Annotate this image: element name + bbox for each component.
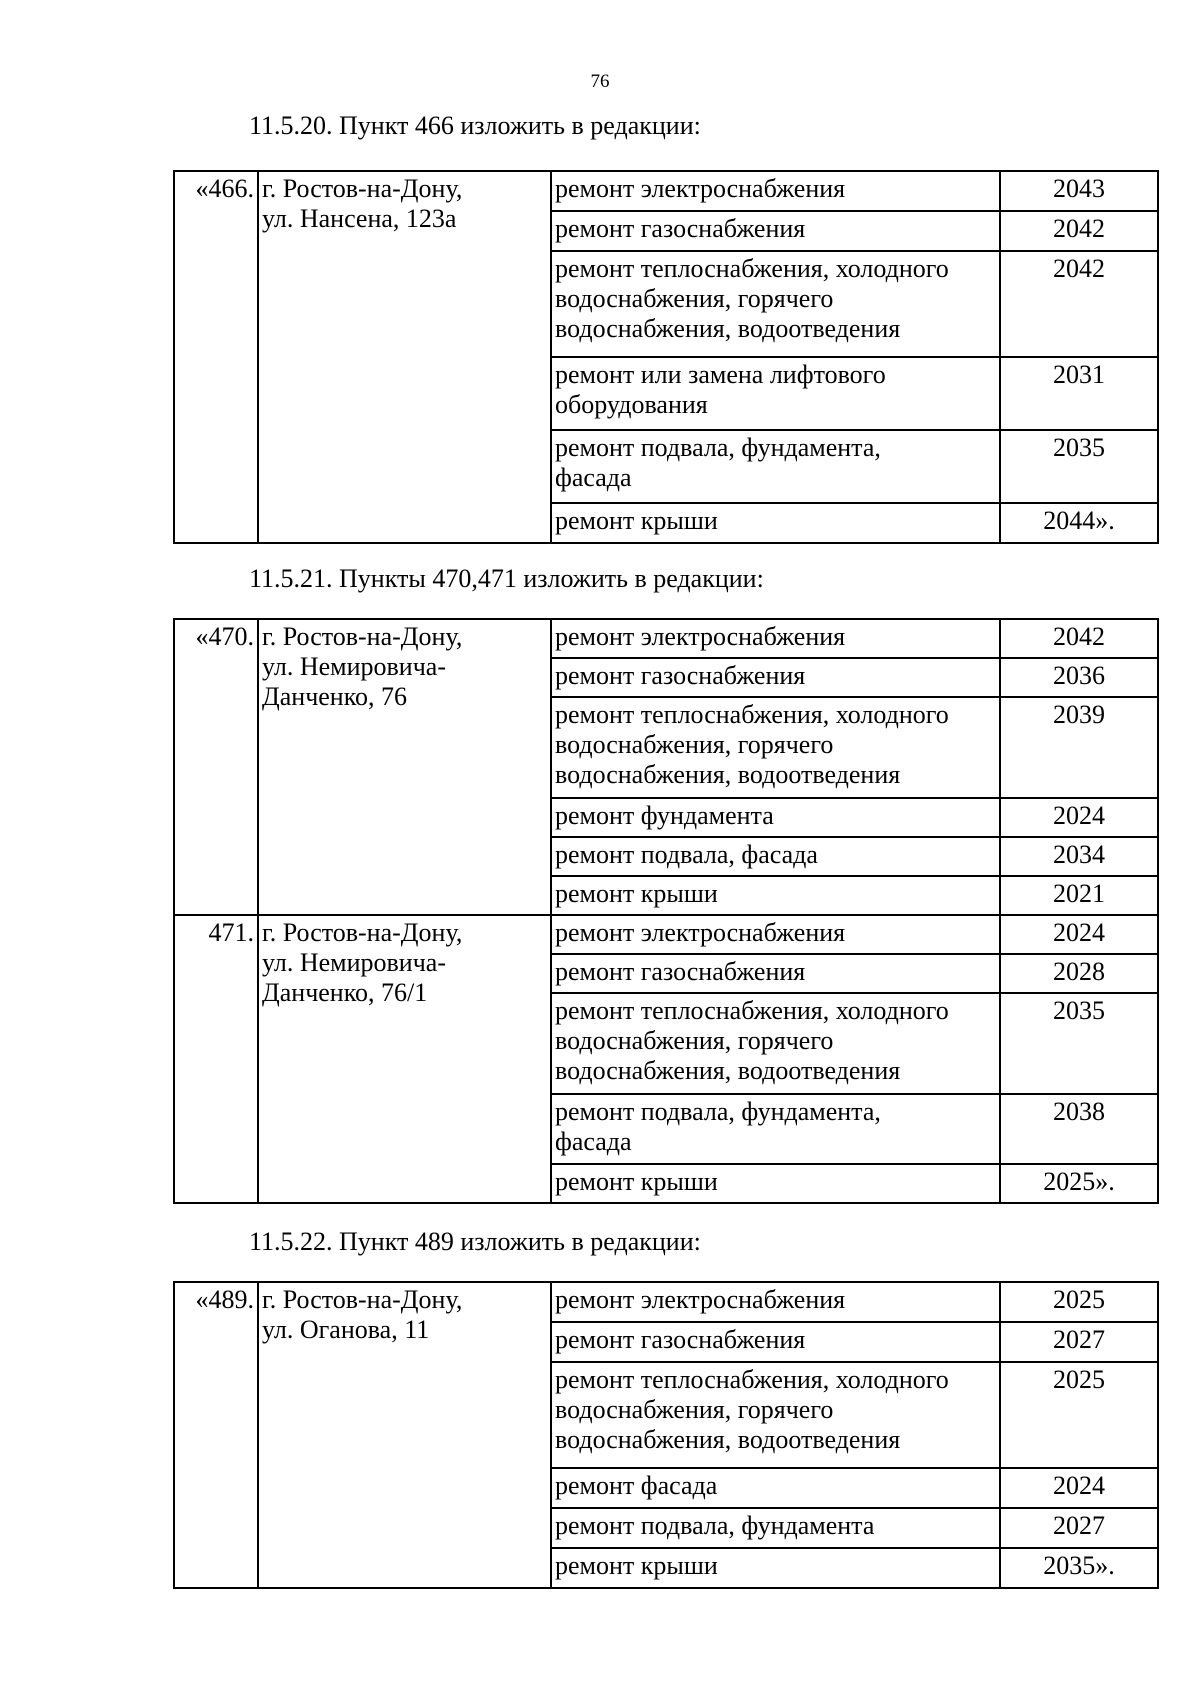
- work-year: 2034: [1000, 837, 1158, 876]
- address-line: Данченко, 76/1: [262, 978, 428, 1007]
- schedule-table: [173, 618, 1159, 1204]
- item-address: [258, 619, 551, 915]
- work-year: 2039: [1000, 697, 1158, 798]
- work-type: ремонт теплоснабжения, холодного водоснабжения, горячего водоснабжения, водоотведения: [551, 993, 1000, 1094]
- work-year: 2027: [1000, 1508, 1158, 1548]
- work-type: ремонт теплоснабжения, холодного водоснабжения, горячего водоснабжения, водоотведения: [551, 697, 1000, 798]
- work-type: ремонт подвала, фундамента: [551, 1508, 1000, 1548]
- section-heading: 11.5.20. Пункт 466 изложить в редакции:: [249, 111, 701, 140]
- page-number: 76: [590, 71, 610, 92]
- work-year: 2025: [1000, 1282, 1158, 1322]
- work-type: ремонт газоснабжения: [551, 954, 1000, 993]
- work-type: ремонт электроснабжения: [551, 171, 1000, 211]
- work-year: 2042: [1000, 211, 1158, 251]
- address-line: ул. Немировича-: [262, 948, 446, 977]
- work-year: 2027: [1000, 1322, 1158, 1362]
- work-type: ремонт крыши: [551, 503, 1000, 543]
- work-year: 2042: [1000, 251, 1158, 357]
- item-number: 471.: [174, 915, 258, 1203]
- work-type: ремонт подвала, фундамента, фасада: [551, 430, 1000, 503]
- work-type: ремонт теплоснабжения, холодного водоснабжения, горячего водоснабжения, водоотведения: [551, 1362, 1000, 1468]
- work-type: ремонт фундамента: [551, 798, 1000, 837]
- work-year: 2035: [1000, 993, 1158, 1094]
- work-type: ремонт газоснабжения: [551, 211, 1000, 251]
- item-number: «466.: [174, 171, 258, 543]
- work-type: ремонт теплоснабжения, холодного водоснабжения, горячего водоснабжения, водоотведения: [551, 251, 1000, 357]
- work-year: 2025: [1000, 1362, 1158, 1468]
- work-type: ремонт или замена лифтового оборудования: [551, 357, 1000, 430]
- work-year: 2038: [1000, 1094, 1158, 1164]
- work-year: 2035: [1000, 430, 1158, 503]
- item-address: [258, 1282, 551, 1588]
- section-heading: 11.5.21. Пункты 470,471 изложить в редакции:: [249, 564, 764, 593]
- work-year: 2044».: [1000, 503, 1158, 543]
- section-heading: 11.5.22. Пункт 489 изложить в редакции:: [249, 1227, 701, 1256]
- work-type: ремонт электроснабжения: [551, 619, 1000, 658]
- address-line: Данченко, 76: [262, 682, 408, 711]
- work-type: ремонт газоснабжения: [551, 1322, 1000, 1362]
- work-type: ремонт крыши: [551, 876, 1000, 915]
- address-line: ул. Нансена, 123а: [262, 204, 457, 233]
- address-line: г. Ростов-на-Дону,: [262, 622, 463, 651]
- work-year: 2025».: [1000, 1164, 1158, 1203]
- address-line: г. Ростов-на-Дону,: [262, 918, 463, 947]
- address-line: ул. Оганова, 11: [262, 1315, 430, 1344]
- work-year: 2024: [1000, 798, 1158, 837]
- work-type: ремонт электроснабжения: [551, 915, 1000, 954]
- work-year: 2035».: [1000, 1548, 1158, 1588]
- work-type: ремонт подвала, фундамента, фасада: [551, 1094, 1000, 1164]
- work-type: ремонт газоснабжения: [551, 658, 1000, 697]
- work-year: 2024: [1000, 1468, 1158, 1508]
- work-type: ремонт крыши: [551, 1164, 1000, 1203]
- work-year: 2021: [1000, 876, 1158, 915]
- work-type: ремонт электроснабжения: [551, 1282, 1000, 1322]
- address-line: г. Ростов-на-Дону,: [262, 174, 463, 203]
- item-number: «470.: [174, 619, 258, 915]
- work-year: 2043: [1000, 171, 1158, 211]
- item-number: «489.: [174, 1282, 258, 1588]
- work-year: 2031: [1000, 357, 1158, 430]
- address-line: ул. Немировича-: [262, 652, 446, 681]
- item-address: [258, 915, 551, 1203]
- work-year: 2042: [1000, 619, 1158, 658]
- work-year: 2036: [1000, 658, 1158, 697]
- work-type: ремонт фасада: [551, 1468, 1000, 1508]
- schedule-table: [173, 1281, 1159, 1589]
- work-year: 2024: [1000, 915, 1158, 954]
- address-line: г. Ростов-на-Дону,: [262, 1285, 463, 1314]
- work-type: ремонт крыши: [551, 1548, 1000, 1588]
- item-address: [258, 171, 551, 543]
- work-type: ремонт подвала, фасада: [551, 837, 1000, 876]
- work-year: 2028: [1000, 954, 1158, 993]
- schedule-table: [173, 170, 1159, 544]
